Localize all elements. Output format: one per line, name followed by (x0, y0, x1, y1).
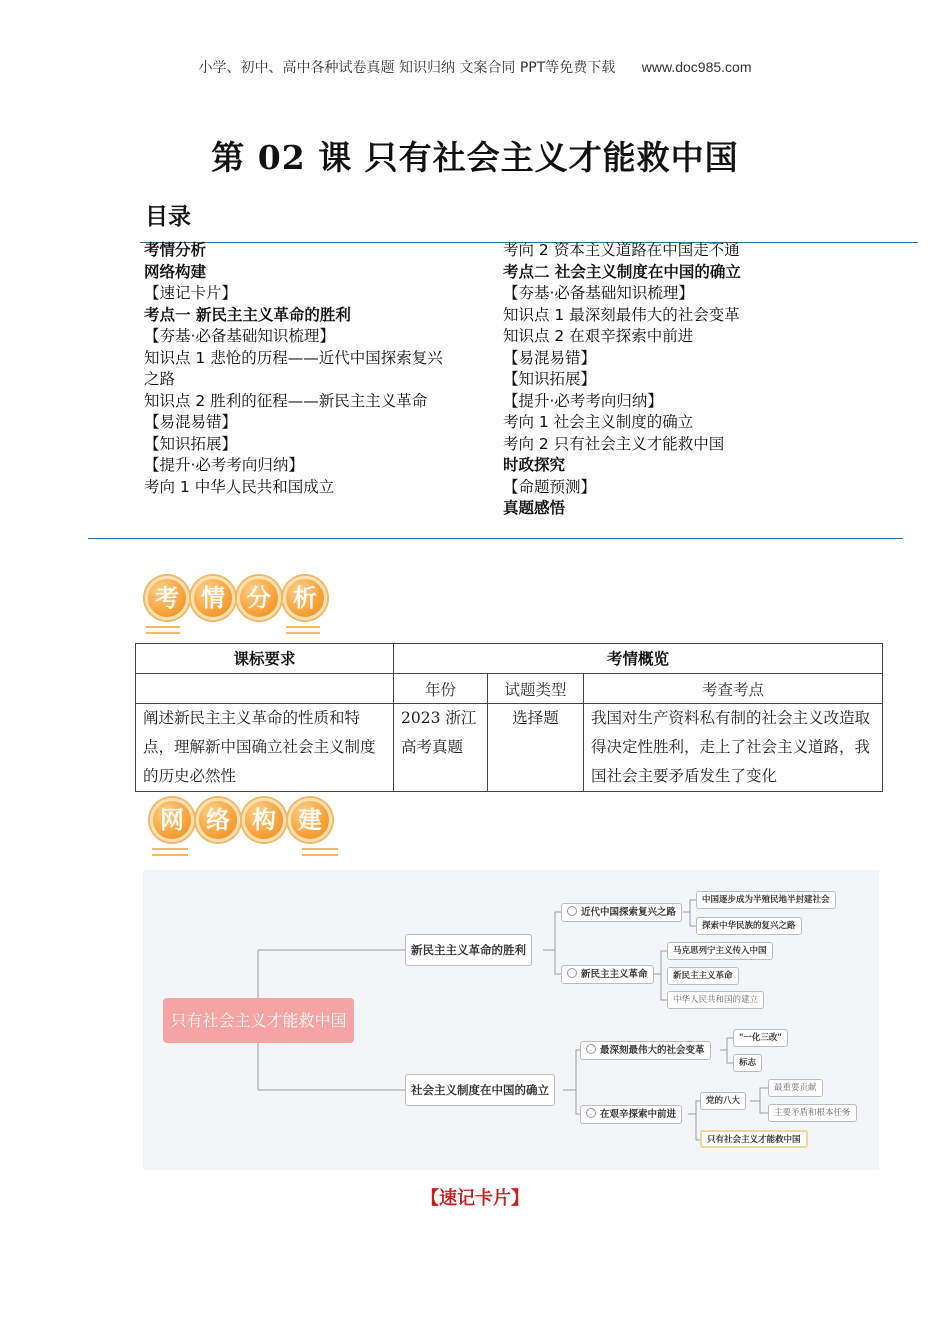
toc-item[interactable]: 考向 2 资本主义道路在中国走不通 (503, 241, 740, 259)
toc-bottom-divider (88, 538, 903, 539)
mind-map-node-revolution: 新民主主义革命的胜利 (405, 934, 532, 966)
header-tagline: 小学、初中、高中各种试卷真题 知识归纳 文案合同 PPT等免费下载 (198, 60, 616, 76)
toc-item[interactable]: 【命题预测】 (503, 477, 597, 496)
table-header-requirement: 课标要求 (136, 644, 394, 674)
toc-item[interactable]: 时政探究 (503, 456, 566, 474)
toc-item[interactable]: 考情分析 (144, 241, 207, 259)
page-header (0, 57, 950, 77)
section-badge-char: 析 (283, 576, 327, 620)
mind-map-node-marxism: 马克思列宁主义传入中国 (667, 942, 773, 960)
mind-map-node-main-contradiction: 主要矛盾和根本任务 (768, 1104, 857, 1122)
mind-map-node-sign: 标志 (733, 1054, 762, 1072)
exam-analysis-table (135, 643, 883, 792)
toc-item[interactable]: 【夯基·必备基础知识梳理】 (144, 327, 335, 345)
toc-item[interactable]: 考向 1 社会主义制度的确立 (503, 413, 694, 431)
mind-map-node-semi-colonial: 中国逐步成为半殖民地半封建社会 (696, 891, 836, 909)
toc-item[interactable]: 网络构建 (144, 262, 207, 281)
flag-icon (586, 1044, 596, 1054)
mind-map-node-new-democratic-revolution: 新民主主义革命 (667, 967, 739, 985)
toc-item[interactable]: 【易混易错】 (503, 348, 597, 367)
table-cell-type: 选择题 (488, 704, 584, 792)
mind-map-node-label: 在艰辛探索中前进 (600, 1109, 677, 1120)
toc-item[interactable]: 真题感悟 (503, 499, 566, 517)
toc-item[interactable]: 【知识拓展】 (144, 434, 238, 453)
history-icon (567, 906, 577, 916)
toc-item[interactable]: 考点一 新民主主义革命的胜利 (144, 305, 351, 324)
gear-icon (567, 968, 577, 978)
section-badge-analysis (145, 576, 327, 620)
toc-heading: 目录 (145, 204, 191, 230)
table-empty-cell (136, 674, 394, 704)
table-subheader-type: 试题类型 (488, 674, 584, 704)
mind-map-root: 只有社会主义才能救中国 (163, 998, 354, 1043)
section-badge-network (150, 798, 332, 842)
toc-item[interactable]: 考向 2 只有社会主义才能救中国 (503, 434, 725, 453)
header-site-link[interactable]: www.doc985.com (641, 59, 752, 75)
toc-item[interactable]: 知识点 2 在艰辛探索中前进 (503, 327, 694, 345)
quick-card-title: 【速记卡片】 (421, 1188, 529, 1209)
toc-item[interactable]: 【知识拓展】 (503, 370, 597, 388)
toc-item[interactable]: 【夯基·必备基础知识梳理】 (503, 284, 694, 302)
table-cell-point: 我国对生产资料私有制的社会主义改造取得决定性胜利，走上了社会主义道路，我国社会主要矛盾发生了变化 (584, 704, 883, 792)
toc-right-column (503, 240, 833, 520)
mind-map (143, 870, 879, 1170)
mind-map-node-new-democratic (561, 965, 654, 984)
mind-map-node-label: 最深刻最伟大的社会变革 (600, 1045, 705, 1056)
section-badge-char: 络 (196, 798, 240, 842)
toc-item[interactable]: 【提升·必考考向归纳】 (144, 456, 304, 474)
mind-map-node-hard-exploration (580, 1105, 682, 1124)
toc-item[interactable]: 知识点 2 胜利的征程——新民主主义革命 (144, 391, 428, 410)
mind-map-node-label: 近代中国探索复兴之路 (581, 907, 677, 918)
mind-map-node-only-socialism: 只有社会主义才能救中国 (700, 1130, 808, 1148)
toc-item[interactable]: 考向 1 中华人民共和国成立 (144, 477, 335, 496)
mind-map-node-label: 新民主主义革命 (581, 969, 648, 980)
toc-item[interactable]: 知识点 1 悲怆的历程——近代中国探索复兴之路 (144, 348, 443, 388)
mind-map-node-prc-founding: 中华人民共和国的建立 (667, 991, 764, 1009)
table-header-overview: 考情概览 (394, 644, 883, 674)
section-badge-char: 考 (145, 576, 189, 620)
table-subheader-point: 考查考点 (584, 674, 883, 704)
mind-map-node-contribution: 最重要贡献 (768, 1079, 823, 1097)
mind-map-node-great-change (580, 1041, 711, 1060)
mind-map-node-rejuvenation-path: 探索中华民族的复兴之路 (696, 917, 802, 935)
mind-map-node-eighth-congress: 党的八大 (700, 1092, 746, 1110)
list-icon (586, 1108, 596, 1118)
section-badge-char: 构 (242, 798, 286, 842)
page-title: 第 02 课 只有社会主义才能救中国 (211, 138, 739, 177)
table-subheader-year: 年份 (394, 674, 488, 704)
badge-decoration-lines (302, 848, 338, 856)
badge-decoration-lines (286, 626, 320, 634)
section-badge-char: 网 (150, 798, 194, 842)
table-cell-requirement: 阐述新民主主义革命的性质和特点，理解新中国确立社会主义制度的历史必然性 (136, 704, 394, 792)
section-badge-char: 情 (191, 576, 235, 620)
section-badge-char: 分 (237, 576, 281, 620)
toc-item[interactable]: 考点二 社会主义制度在中国的确立 (503, 262, 741, 281)
section-badge-char: 建 (288, 798, 332, 842)
mind-map-node-socialist-system: 社会主义制度在中国的确立 (405, 1074, 555, 1106)
toc-left-column (144, 240, 456, 498)
toc-item[interactable]: 【易混易错】 (144, 413, 238, 431)
mind-map-node-yihua-sangai: "一化三改" (733, 1029, 788, 1047)
toc-item[interactable]: 【速记卡片】 (144, 284, 238, 302)
table-cell-year: 2023 浙江高考真题 (394, 704, 488, 792)
badge-decoration-lines (146, 626, 180, 634)
toc-item[interactable]: 【提升·必考考向归纳】 (503, 391, 663, 410)
mind-map-node-modern-exploration (561, 903, 682, 922)
badge-decoration-lines (152, 848, 188, 856)
toc-item[interactable]: 知识点 1 最深刻最伟大的社会变革 (503, 305, 740, 324)
